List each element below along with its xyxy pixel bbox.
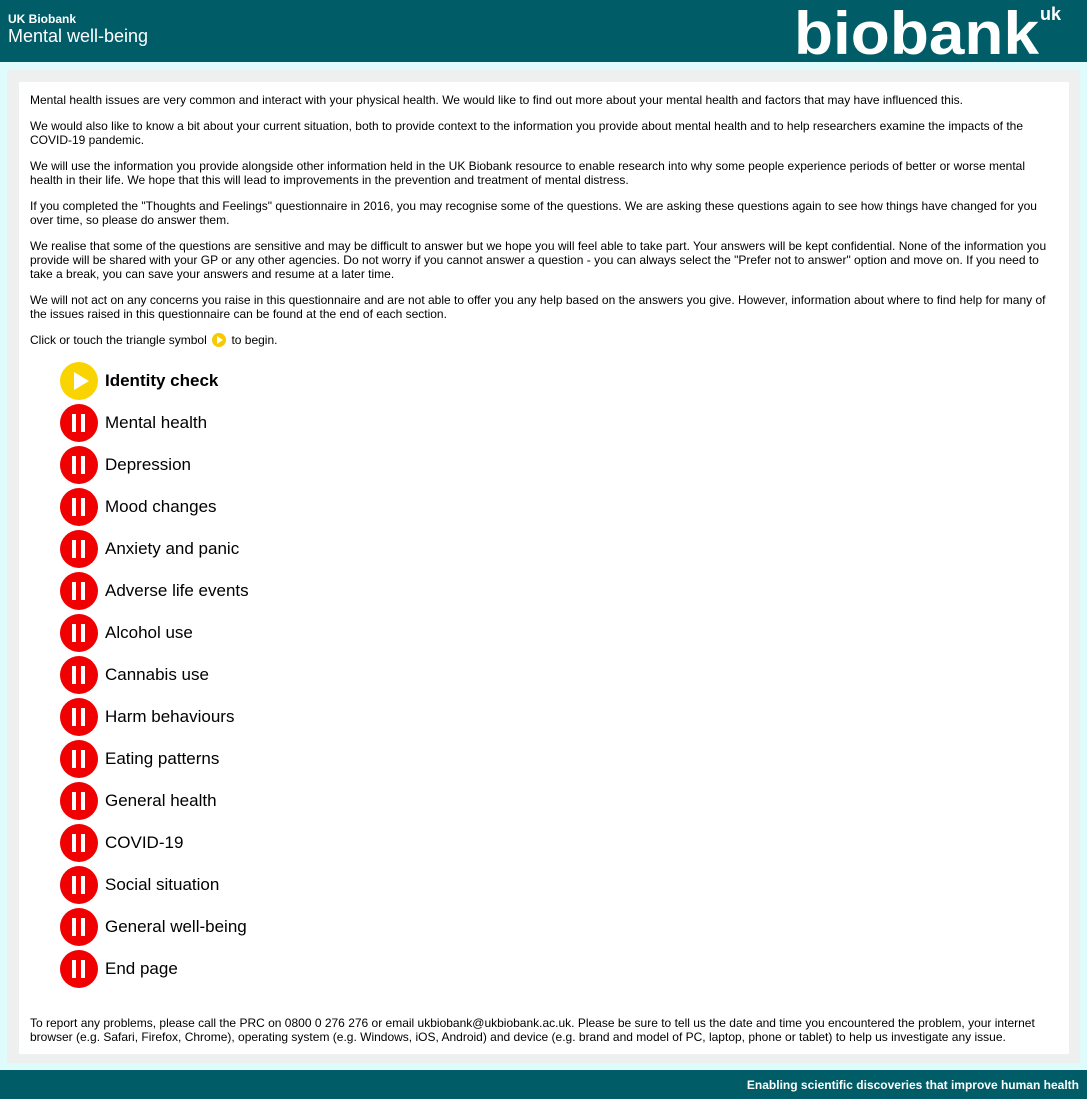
- section-item-social-situation[interactable]: [60, 864, 249, 906]
- footer-tagline: Enabling scientific discoveries that improve human health: [746, 1078, 1079, 1092]
- section-label: COVID-19: [105, 833, 184, 852]
- section-label: Social situation: [105, 875, 220, 894]
- section-label: Depression: [105, 455, 191, 474]
- report-problems-text: To report any problems, please call the PRC on 0800 0 276 276 or email ukbiobank@ukbiobank.ac.uk. Please be sure to tell us the date and time you encountered the problem, your internet browser (e.g. Safari, Firefox, Chrome), operating system (e.g. Windows, iOS, Android) and device (e.g. brand and model of PC, laptop, phone or tablet) to help us investigate any issue.: [30, 1016, 1035, 1044]
- footer-bar: [0, 1070, 1087, 1099]
- pause-icon[interactable]: [60, 866, 98, 904]
- section-item-depression[interactable]: [60, 444, 249, 486]
- begin-text-after: to begin.: [231, 333, 278, 347]
- section-item-end-page[interactable]: [60, 948, 249, 990]
- section-item-covid-19[interactable]: [60, 822, 249, 864]
- section-item-eating-patterns[interactable]: [60, 738, 249, 780]
- triangle-symbol-icon: [212, 333, 226, 347]
- section-item-mood-changes[interactable]: [60, 486, 249, 528]
- section-label: Mood changes: [105, 497, 217, 516]
- pause-icon[interactable]: [60, 656, 98, 694]
- section-item-general-health[interactable]: [60, 780, 249, 822]
- begin-instruction: [30, 333, 1055, 347]
- pause-icon[interactable]: [60, 824, 98, 862]
- section-label: Adverse life events: [105, 581, 249, 600]
- intro-paragraph: Mental health issues are very common and interact with your physical health. We would like to find out more about your mental health and factors that may have influenced this.: [30, 93, 963, 107]
- section-item-general-well-being[interactable]: [60, 906, 249, 948]
- section-item-adverse-life-events[interactable]: [60, 570, 249, 612]
- pause-icon[interactable]: [60, 950, 98, 988]
- pause-icon[interactable]: [60, 782, 98, 820]
- intro-paragraph: We would also like to know a bit about your current situation, both to provide context to the information you provide about mental health and to help researchers examine the impacts of the COVID-19 pandemic.: [30, 119, 1024, 147]
- section-item-harm-behaviours[interactable]: [60, 696, 249, 738]
- intro-paragraph: We realise that some of the questions are sensitive and may be difficult to answer but we hope you will feel able to take part. Your answers will be kept confidential. None of the information you provide will be shared with your GP or any other agencies. Do not worry if you cannot answer a question - you can always select the "Prefer not to answer" option and move on. If you need to take a break, you can save your answers and resume at a later time.: [30, 239, 1047, 281]
- play-icon[interactable]: [60, 362, 98, 400]
- section-label: General health: [105, 791, 217, 810]
- biobank-logo-sup: uk: [1040, 4, 1062, 24]
- pause-icon[interactable]: [60, 740, 98, 778]
- biobank-logo: [792, 2, 1067, 60]
- section-label: Harm behaviours: [105, 707, 235, 726]
- content-panel: [19, 82, 1069, 1054]
- biobank-logo-text: biobank: [794, 2, 1040, 60]
- pause-icon[interactable]: [60, 614, 98, 652]
- section-item-cannabis-use[interactable]: [60, 654, 249, 696]
- pause-icon[interactable]: [60, 446, 98, 484]
- section-label: Alcohol use: [105, 623, 193, 642]
- pause-icon[interactable]: [60, 488, 98, 526]
- intro-paragraph: We will not act on any concerns you raise in this questionnaire and are not able to offer you any help based on the answers you give. However, information about where to find help for many of the issues raised in this questionnaire can be found at the end of each section.: [30, 293, 1046, 321]
- section-label: General well-being: [105, 917, 247, 936]
- page-title: Mental well-being: [8, 26, 149, 46]
- section-list: [60, 360, 249, 990]
- begin-text-before: Click or touch the triangle symbol: [30, 333, 207, 347]
- pause-icon[interactable]: [60, 572, 98, 610]
- intro-text: [30, 93, 1055, 359]
- section-label: End page: [105, 959, 178, 978]
- pause-icon[interactable]: [60, 908, 98, 946]
- section-label: Cannabis use: [105, 665, 209, 684]
- section-item-alcohol-use[interactable]: [60, 612, 249, 654]
- header-bar: [0, 0, 1087, 62]
- section-item-identity-check[interactable]: [60, 360, 249, 402]
- section-label: Identity check: [105, 371, 219, 390]
- pause-icon[interactable]: [60, 404, 98, 442]
- section-item-mental-health[interactable]: [60, 402, 249, 444]
- pause-icon[interactable]: [60, 530, 98, 568]
- org-name: UK Biobank: [8, 12, 77, 26]
- pause-icon[interactable]: [60, 698, 98, 736]
- section-label: Mental health: [105, 413, 208, 432]
- intro-paragraph: We will use the information you provide alongside other information held in the UK Biobank resource to enable research into why some people experience periods of better or worse mental health in their life. We hope that this will lead to improvements in the prevention and treatment of mental distress.: [30, 159, 1025, 187]
- intro-paragraph: If you completed the "Thoughts and Feelings" questionnaire in 2016, you may recognise some of the questions. We are asking these questions again to see how things have changed for you over time, so please do answer them.: [30, 199, 1037, 227]
- section-label: Eating patterns: [105, 749, 220, 768]
- section-label: Anxiety and panic: [105, 539, 240, 558]
- section-item-anxiety-and-panic[interactable]: [60, 528, 249, 570]
